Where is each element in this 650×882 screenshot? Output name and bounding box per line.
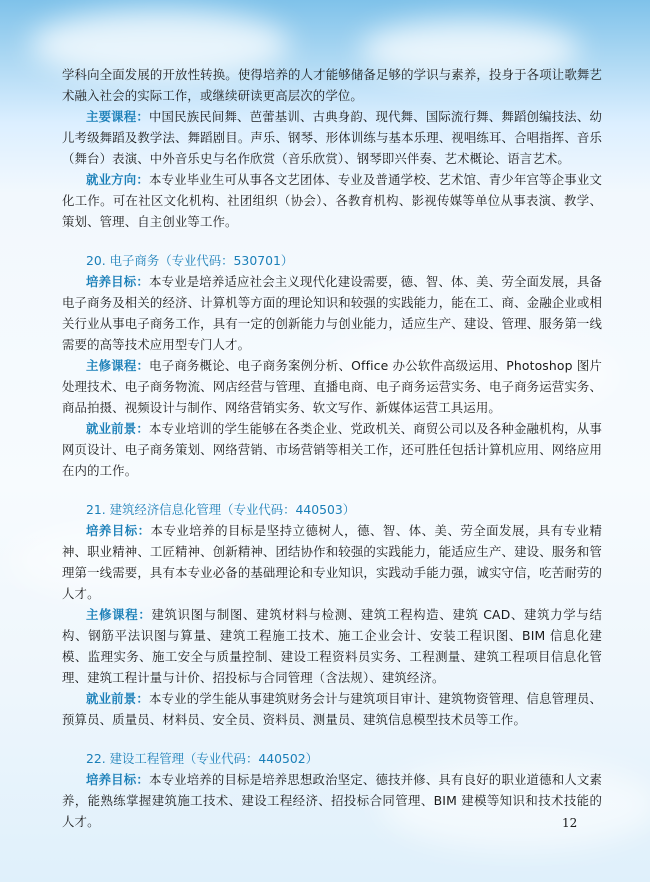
goal-paragraph [62, 769, 602, 832]
page-number: 12 [562, 816, 578, 830]
goal-text: 本专业培养的目标是坚持立德树人，德、智、体、美、劳全面发展，具有专业精神、职业精神、工匠精神、创新精神、团结协作和较强的实践能力，能适应生产、建设、服务和管理第一线需要，具有本专业必备的基础理论和专业知识，实践动手能力强，诚实守信，吃苦耐劳的人才。 [62, 523, 603, 601]
career-text: 本专业培训的学生能够在各类企业、党政机关、商贸公司以及各种金融机构，从事网页设计、电子商务策划、网络营销、市场营销等相关工作，还可胜任包括计算机应用、网络应用在内的工作。 [62, 421, 602, 478]
intro-paragraph: 学科向全面发展的开放性转换。使得培养的人才能够储备足够的学识与素养，投身于各项让歌舞艺术融入社会的实际工作，或继续研读更高层次的学位。 [62, 67, 602, 103]
courses-label: 主修课程： [86, 358, 150, 373]
career-paragraph [62, 688, 602, 730]
courses-paragraph [62, 355, 602, 418]
goal-text: 本专业培养的目标是培养思想政治坚定、德技并修、具有良好的职业道德和人文素养，能熟练掌握建筑施工技术、建设工程经济、招投标合同管理、BIM 建模等知识和技术技能的人才。 [62, 772, 602, 829]
major-heading: 20. 电子商务（专业代码：530701） [86, 253, 294, 268]
courses-text: 电子商务概论、电子商务案例分析、Office 办公软件高级运用、Photoshop 图片处理技术、电子商务物流、网店经营与管理、直播电商、电子商务运营实务、电子商务运营实务、商品拍摄、视频设计与制作、网络营销实务、软文写作、新媒体运营工具运用。 [62, 358, 603, 415]
courses-label: 主修课程： [86, 607, 152, 622]
courses-text: 建筑识图与制图、建筑材料与检测、建筑工程构造、建筑 CAD、建筑力学与结构、钢筋平法识图与算量、建筑工程施工技术、施工企业会计、安装工程识图、BIM 信息化建模、监理实务、施工安全与质量控制、建设工程资料员实务、工程测量、建筑工程项目信息化管理、建筑工程计量与计价、招投标与合同管理（含法规）、建筑经济。 [62, 607, 602, 685]
courses-label: 主要课程： [86, 109, 149, 124]
courses-paragraph [62, 604, 602, 688]
career-label: 就业前景： [86, 691, 149, 706]
goal-text: 本专业是培养适应社会主义现代化建设需要，德、智、体、美、劳全面发展，具备电子商务及相关的经济、计算机等方面的理论知识和较强的实践能力，能在工、商、金融企业或相关行业从事电子商务工作，具有一定的创新能力与创业能力，适应生产、建设、管理、服务第一线需要的高等技术应用型专门人才。 [62, 274, 602, 352]
career-label: 就业方向： [86, 172, 149, 187]
goal-paragraph [62, 271, 602, 355]
major-heading: 21. 建筑经济信息化管理（专业代码：440503） [86, 502, 356, 517]
goal-label: 培养目标： [86, 523, 151, 538]
goal-label: 培养目标： [86, 772, 149, 787]
document-body [62, 64, 602, 832]
dance-courses-paragraph [62, 106, 602, 169]
section-spacer [62, 232, 602, 250]
career-text: 本专业毕业生可从事各文艺团体、专业及普通学校、艺术馆、青少年宫等企事业文化工作。可在社区文化机构、社团组织（协会）、各教育机构、影视传媒等单位从事表演、教学、策划、管理、自主创业等工作。 [62, 172, 602, 229]
dance-career-paragraph [62, 169, 602, 232]
major-heading: 22. 建设工程管理（专业代码：440502） [86, 751, 319, 766]
career-text: 本专业的学生能从事建筑财务会计与建筑项目审计、建筑物资管理、信息管理员、预算员、质量员、材料员、安全员、资料员、测量员、建筑信息模型技术员等工作。 [62, 691, 602, 727]
goal-label: 培养目标： [86, 274, 149, 289]
career-paragraph [62, 418, 602, 481]
section-spacer [62, 481, 602, 499]
career-label: 就业前景： [86, 421, 149, 436]
courses-text: 中国民族民间舞、芭蕾基训、古典身韵、现代舞、国际流行舞、舞蹈创编技法、幼儿考级舞蹈及教学法、舞蹈剧目。声乐、钢琴、形体训练与基本乐理、视唱练耳、合唱指挥、音乐（舞台）表演、中外音乐史与名作欣赏（音乐欣赏）、钢琴即兴伴奏、艺术概论、语言艺术。 [62, 109, 602, 166]
goal-paragraph [62, 520, 602, 604]
section-spacer [62, 730, 602, 748]
